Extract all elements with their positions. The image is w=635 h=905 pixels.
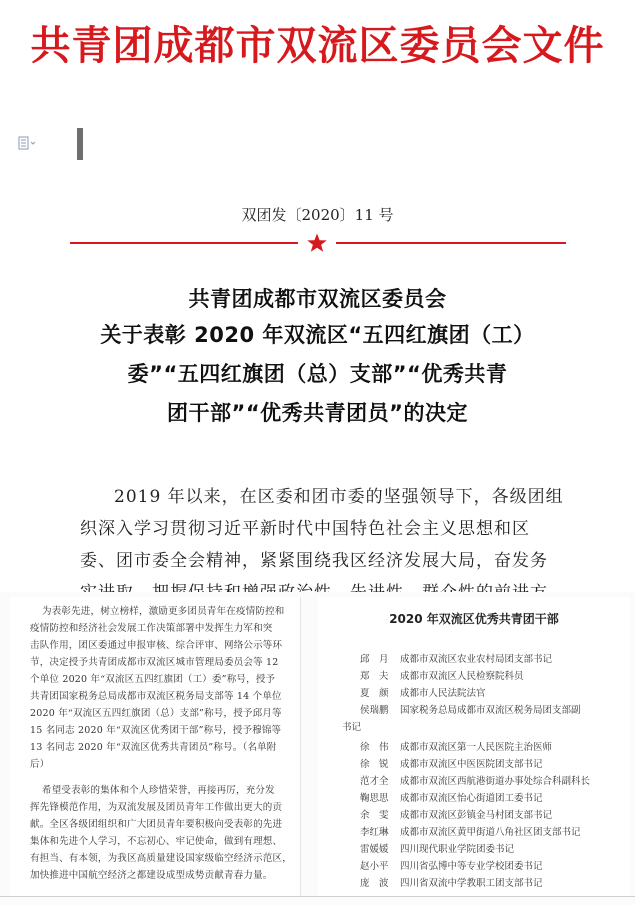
honoree-unit: 成都市双流区农业农村局团支部书记 bbox=[400, 654, 553, 665]
text-cursor-bar bbox=[77, 128, 83, 160]
red-rule-left bbox=[70, 242, 298, 244]
left-page-line: 个单位 2020 年“双流区五四红旗团（工）委”称号，授予 bbox=[30, 674, 276, 685]
left-page-line: 集体和先进个人学习，不忘初心、牢记使命，做到有理想、 bbox=[30, 836, 283, 847]
honoree-name: 赵小平 bbox=[360, 861, 389, 872]
body-line-1: 2019 年以来，在区委和团市委的坚强领导下，各级团组 bbox=[114, 487, 564, 507]
honoree-unit: 成都市双流区人民检察院科员 bbox=[400, 671, 524, 682]
document-icon[interactable] bbox=[18, 136, 36, 150]
honoree-unit: 成都市双流区第一人民医院主治医师 bbox=[400, 742, 553, 753]
left-page-line: 加快推进中国航空经济之都建设成型成势贡献青春力量。 bbox=[30, 870, 273, 881]
honoree-name: 徐 锐 bbox=[360, 759, 389, 770]
honoree-name: 夏 颜 bbox=[360, 688, 389, 699]
red-header-title: 共青团成都市双流区委员会文件 bbox=[30, 22, 605, 69]
left-page-line: 15 名同志 2020 年“双流区优秀团干部”称号，授予穆锦等 bbox=[30, 725, 282, 736]
left-page-line: 节，决定授予共青团成都市双流区城市管理局委员会等 12 bbox=[30, 657, 279, 668]
red-rule-right bbox=[336, 242, 566, 244]
title-line-4: 团干部”“优秀共青团员”的决定 bbox=[167, 401, 468, 425]
body-line-2: 织深入学习贯彻习近平新时代中国特色社会主义思想和区 bbox=[80, 519, 530, 539]
title-line-3: 委”“五四红旗团（总）支部”“优秀共青 bbox=[127, 362, 508, 386]
left-page-line: 击队作用，团区委通过申报审核、综合评审、网络公示等环 bbox=[30, 640, 283, 651]
honoree-unit: 成都市双流区彭镇金马村团支部书记 bbox=[400, 810, 553, 821]
body-line-4 bbox=[80, 578, 570, 592]
left-page-line: 13 名同志 2020 年“双流区优秀共青团员”称号。（名单附 bbox=[30, 742, 277, 753]
honoree-name: 侯瑞鹏 bbox=[360, 705, 389, 716]
bottom-divider bbox=[0, 896, 635, 897]
honoree-name: 雷媛媛 bbox=[360, 844, 389, 855]
honoree-unit: 成都市双流区怡心街道团工委书记 bbox=[400, 793, 543, 804]
left-page-line: 2020 年“双流区五四红旗团（总）支部”称号，授予邱月等 bbox=[30, 708, 282, 719]
honoree-unit: 成都市双流区西航港街道办事处综合科副科长 bbox=[400, 776, 591, 787]
honoree-name: 余 雯 bbox=[360, 810, 389, 821]
honoree-name: 徐 伟 bbox=[360, 742, 389, 753]
honoree-list-title: 2020 年双流区优秀共青团干部 bbox=[389, 612, 559, 626]
left-page-line: 疫情防控和经济社会发展工作决策部署中发挥生力军和突 bbox=[30, 623, 273, 634]
honoree-unit: 书记 bbox=[342, 722, 362, 733]
document-number: 双团发〔2020〕11 号 bbox=[241, 206, 394, 224]
left-page-line: 献。全区各级团组织和广大团员青年要积极向受表彰的先进 bbox=[30, 819, 283, 830]
honoree-name: 邱 月 bbox=[360, 654, 389, 665]
honoree-name: 庞 波 bbox=[360, 878, 389, 889]
honoree-unit: 成都市人民法院法官 bbox=[400, 688, 486, 699]
honoree-name: 李红琳 bbox=[360, 827, 389, 838]
honoree-unit: 成都市双流区中医医院团支部书记 bbox=[400, 759, 543, 770]
red-star-icon bbox=[306, 232, 328, 254]
left-page-line: 有担当、有本领，为我区高质量建设国家级临空经济示范区， bbox=[30, 853, 292, 864]
left-page-line: 为表彰先进，树立榜样，激励更多团员青年在疫情防控和 bbox=[42, 606, 285, 617]
title-line-1: 共青团成都市双流区委员会 bbox=[188, 287, 447, 311]
honoree-name: 鞠思思 bbox=[360, 793, 389, 804]
left-page-line: 后） bbox=[30, 759, 50, 770]
left-page-line: 挥先锋模范作用，为双流发展及团员青年工作做出更大的贡 bbox=[30, 802, 283, 813]
title-line-2: 关于表彰 2020 年双流区“五四红旗团（工） bbox=[100, 323, 535, 347]
honoree-name: 郑 夫 bbox=[360, 671, 389, 682]
honoree-unit: 国家税务总局成都市双流区税务局团支部副 bbox=[400, 705, 581, 716]
honoree-unit: 四川省双流中学教职工团支部书记 bbox=[400, 878, 543, 889]
left-page-line: 共青团国家税务总局成都市双流区税务局支部等 14 个单位 bbox=[30, 691, 282, 702]
honoree-unit: 四川省弘博中等专业学校团委书记 bbox=[400, 861, 543, 872]
honoree-unit: 成都市双流区黄甲街道八角社区团支部书记 bbox=[400, 827, 581, 838]
honoree-unit: 四川现代职业学院团委书记 bbox=[400, 844, 515, 855]
left-page-line: 希望受表彰的集体和个人珍惜荣誉，再接再厉，充分发 bbox=[42, 785, 275, 796]
body-line-3: 委、团市委全会精神，紧紧围绕我区经济发展大局，奋发务 bbox=[80, 551, 548, 571]
honoree-name: 范才全 bbox=[360, 776, 389, 787]
